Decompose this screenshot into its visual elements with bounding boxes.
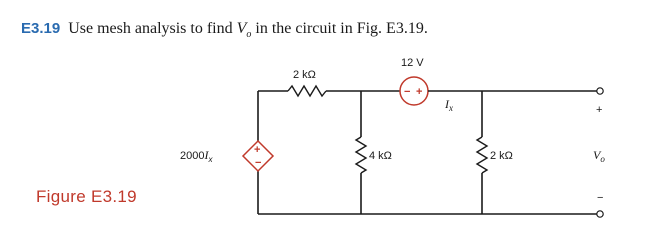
problem-number: E3.19 xyxy=(21,20,61,37)
problem-var-sub: o xyxy=(246,29,252,41)
output-plus-label: + xyxy=(596,104,603,116)
top-resistor-label: 2 kΩ xyxy=(293,69,316,81)
dependent-source-plus: + xyxy=(254,144,261,156)
current-label: $I_x$ xyxy=(445,97,453,113)
output-minus-label: − xyxy=(597,192,604,204)
top-resistor-zigzag xyxy=(288,86,326,96)
output-voltage-label: $V_o$ xyxy=(593,148,605,164)
figure-label: Figure E3.19 xyxy=(36,187,137,206)
voltage-source-plus: + xyxy=(416,86,423,98)
voltage-source-label: 12 V xyxy=(401,57,424,69)
output-terminal-bottom xyxy=(597,211,603,217)
problem-text-after: in the circuit in Fig. E3.19. xyxy=(255,20,428,37)
output-terminal-top xyxy=(597,88,603,94)
problem-text-before: Use mesh analysis to find xyxy=(68,20,233,37)
middle-resistor-label: 4 kΩ xyxy=(369,150,392,162)
right-resistor-zigzag xyxy=(477,137,487,173)
dependent-source-label: $2000I_x$ xyxy=(180,148,213,164)
problem-var: V xyxy=(236,20,247,37)
middle-resistor-zigzag xyxy=(356,137,366,173)
voltage-source-minus: − xyxy=(404,86,411,98)
dependent-source-minus: − xyxy=(255,157,262,169)
right-resistor-label: 2 kΩ xyxy=(490,150,513,162)
